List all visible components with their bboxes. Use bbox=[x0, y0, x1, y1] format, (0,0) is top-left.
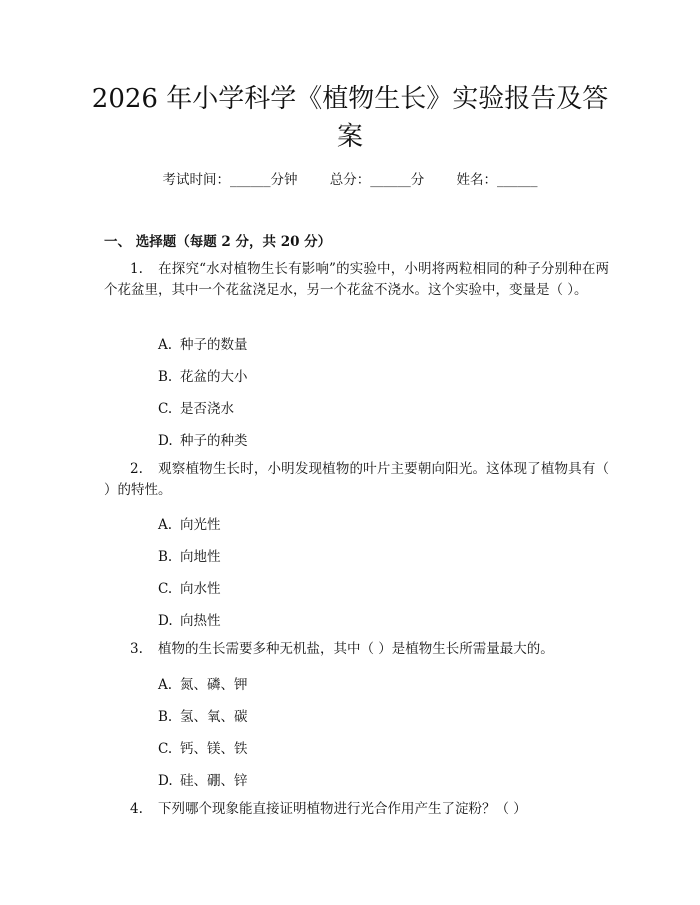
question-text: 观察植物生长时，小明发现植物的叶片主要朝向阳光。这体现了植物具有（ ）的特性。 bbox=[104, 461, 609, 498]
question-text: 下列哪个现象能直接证明植物进行光合作用产生了淀粉？（ ） bbox=[158, 801, 527, 817]
option-c: C. 钙、镁、铁 bbox=[158, 741, 248, 757]
total-score-field: 总分：______分 bbox=[329, 172, 425, 188]
exam-info-line bbox=[0, 168, 700, 188]
option-a: A. 向光性 bbox=[158, 517, 221, 533]
option-b: B. 花盆的大小 bbox=[158, 369, 248, 385]
option-c: C. 向水性 bbox=[158, 581, 221, 597]
question-number: 4. bbox=[130, 801, 143, 817]
option-b: B. 氢、氧、碳 bbox=[158, 709, 248, 725]
question-text: 植物的生长需要多种无机盐，其中（ ）是植物生长所需量最大的。 bbox=[158, 641, 554, 657]
question-number: 2. bbox=[130, 461, 143, 477]
option-a: A. 氮、磷、钾 bbox=[158, 677, 248, 693]
section-heading: 一、 选择题（每题 2 分，共 20 分） bbox=[104, 234, 332, 250]
document-title-line-2: 案 bbox=[336, 122, 363, 152]
question-text: 在探究“水对植物生长有影响”的实验中，小明将两粒相同的种子分别种在两个花盆里，其中一个花盆浇足水，另一个花盆不浇水。这个实验中，变量是（ ）。 bbox=[104, 261, 609, 298]
option-c: C. 是否浇水 bbox=[158, 401, 234, 417]
question-number: 3. bbox=[130, 641, 143, 657]
document-title-line-1: 2026 年小学科学《植物生长》实验报告及答 bbox=[91, 84, 609, 114]
question-4 bbox=[104, 799, 609, 820]
option-d: D. 硅、硼、锌 bbox=[158, 773, 248, 789]
student-name-field: 姓名：______ bbox=[456, 172, 538, 188]
option-b: B. 向地性 bbox=[158, 549, 221, 565]
exam-time-field: 考试时间：______分钟 bbox=[162, 172, 298, 188]
question-2 bbox=[104, 459, 609, 501]
question-number: 1. bbox=[130, 261, 143, 277]
question-3 bbox=[104, 639, 609, 660]
option-d: D. 向热性 bbox=[158, 613, 221, 629]
option-d: D. 种子的种类 bbox=[158, 433, 248, 449]
option-a: A. 种子的数量 bbox=[158, 337, 248, 353]
question-1 bbox=[104, 259, 609, 301]
